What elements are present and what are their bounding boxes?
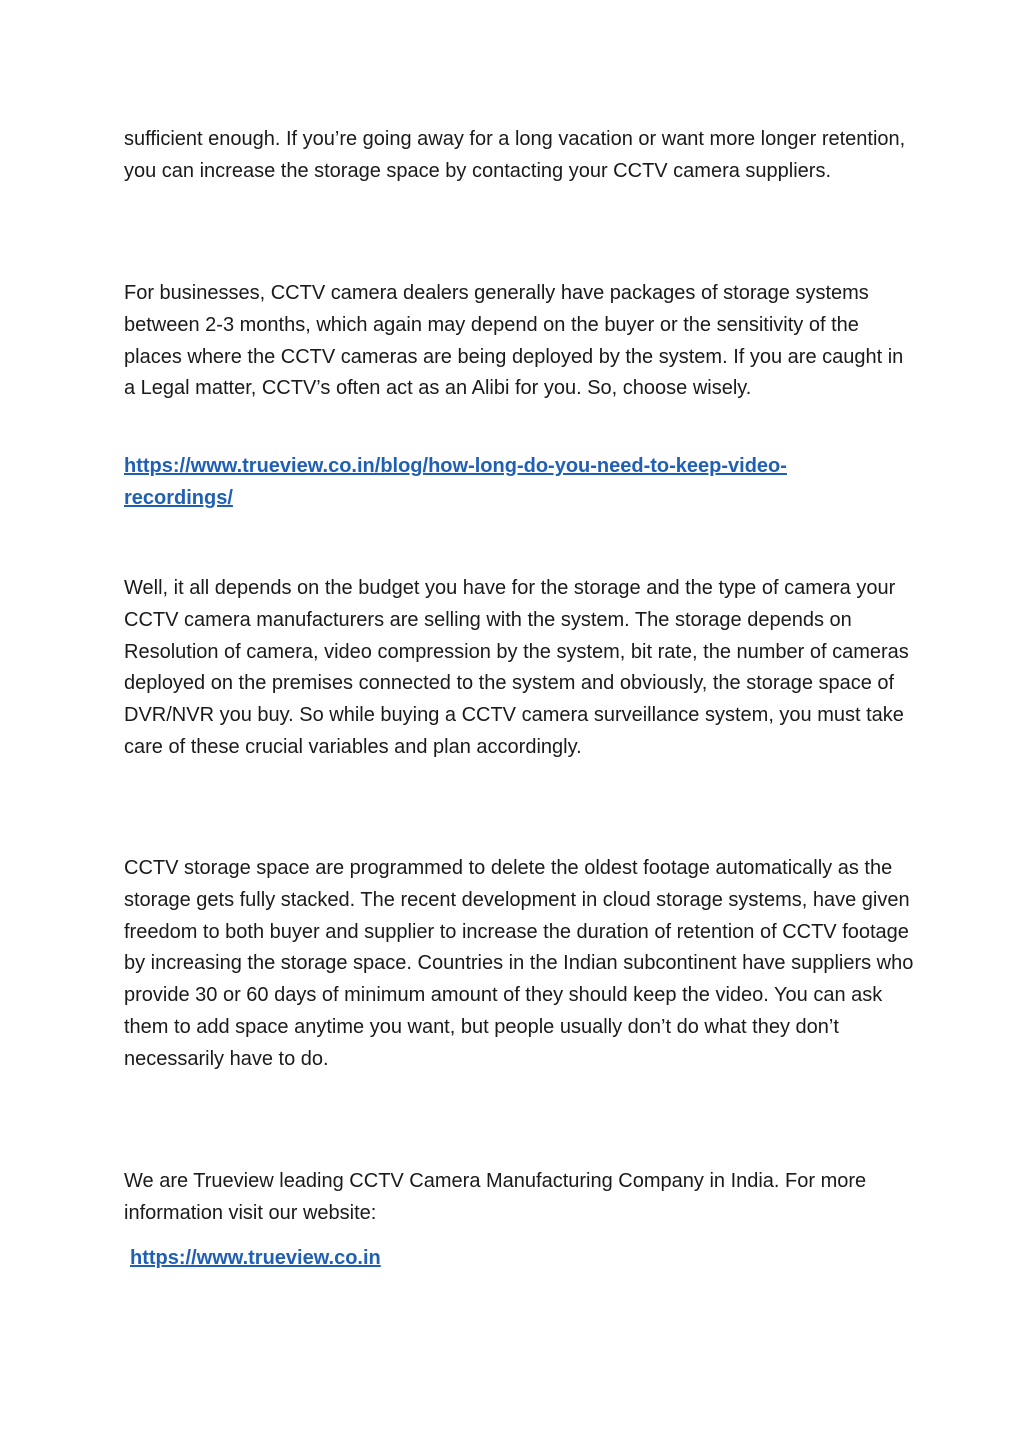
paragraph-storage-suppliers: sufficient enough. If you’re going away for a long vacation or want more longer retention, you can increase the storage space by contacting your CCTV camera suppliers. — [124, 128, 906, 182]
website-link[interactable]: https://www.trueview.co.in — [130, 1247, 381, 1269]
paragraph-storage-overwrite: CCTV storage space are programmed to delete the oldest footage automatically as the storage gets fully stacked. The recent development in cloud storage systems, have given freedom to both buyer and supplier to increase the duration of retention of CCTV footage by increasing the storage space. Countries in the Indian subcontinent have suppliers who provide 30 or 60 days of minimum amount of they should keep the video. You can ask them to add space anytime you want, but people usually don’t do what they don’t necessarily have to do. — [124, 857, 914, 1070]
paragraph-budget-storage: Well, it all depends on the budget you have for the storage and the type of camera your CCTV camera manufacturers are selling with the system. The storage depends on Resolution of camera, video compression by the system, bit rate, the number of cameras deployed on the premises connected to the system and obviously, the storage space of DVR/NVR you buy. So while buying a CCTV camera surveillance system, you must take care of these crucial variables and plan accordingly. — [124, 577, 909, 758]
paragraph-company-info: We are Trueview leading CCTV Camera Manufacturing Company in India. For more information visit our website: — [124, 1170, 867, 1224]
blog-link[interactable]: https://www.trueview.co.in/blog/how-long-do-you-need-to-keep-video-recordings/ — [124, 455, 787, 509]
paragraph-business-storage: For businesses, CCTV camera dealers generally have packages of storage systems between 2-3 months, which again may depend on the buyer or the sensitivity of the places where the CCTV cameras are being deployed by the system. If you are caught in a Legal matter, CCTV’s often act as an Alibi for you. So, choose wisely. — [124, 282, 904, 400]
